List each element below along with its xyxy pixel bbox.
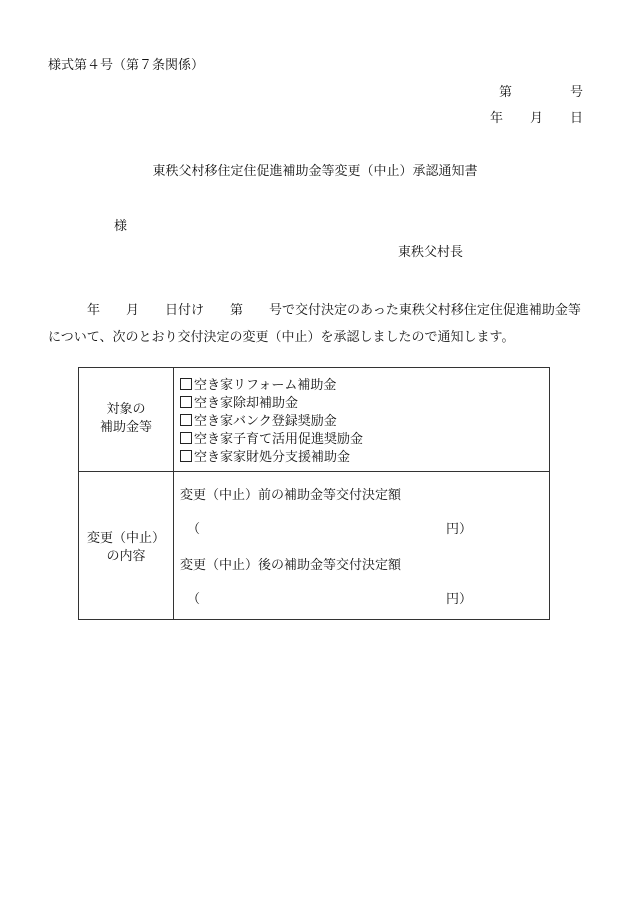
change-content-label-line2: の内容 [106,549,146,564]
subsidy-option-label: 空き家バンク登録奨励金 [194,414,337,429]
detail-table [78,367,550,620]
amount-before-label: 変更（中止）前の補助金等交付決定額 [180,488,402,503]
subsidy-option-label: 空き家子育て活用促進奨励金 [194,432,364,447]
checkbox-icon[interactable] [180,432,192,444]
subsidy-option[interactable] [180,377,363,395]
amount-after-label: 変更（中止）後の補助金等交付決定額 [180,558,402,573]
checkbox-icon[interactable] [180,450,192,462]
target-subsidy-label-line1: 対象の [106,402,146,417]
target-subsidy-label [79,401,173,437]
document-number-suffix: 号 [569,85,583,100]
date-year: 年 [489,111,503,126]
subsidy-option[interactable] [180,413,363,431]
recipient-honorific: 様 [114,219,128,234]
date-day: 日 [569,111,583,126]
subsidy-option-list [180,377,363,467]
change-content-label [79,530,173,566]
subsidy-option-label: 空き家リフォーム補助金 [194,378,337,393]
checkbox-icon[interactable] [180,378,192,390]
amount-after-open-paren: （ [187,592,201,607]
amount-before-yen: 円） [446,522,473,537]
body-paragraph: 年 月 日付け 第 号で交付決定のあった東秩父村移住定住促進補助金等について、次のとおり交付決定の変更（中止）を承認しましたので通知します。 [48,303,581,345]
subsidy-option[interactable] [180,395,363,413]
document-number [499,86,583,99]
amount-after-yen: 円） [446,592,473,607]
issuer-name: 東秩父村長 [398,245,464,260]
change-content-label-line1: 変更（中止） [86,531,165,546]
date-month: 月 [529,111,543,126]
subsidy-option[interactable] [180,431,363,449]
target-subsidy-label-line2: 補助金等 [99,420,152,435]
document-title: 東秩父村移住定住促進補助金等変更（中止）承認通知書 [152,164,478,179]
form-number-label: 様式第４号（第７条関係） [48,58,205,73]
document-number-prefix: 第 [498,85,512,100]
table-row-divider [79,471,549,472]
subsidy-option-label: 空き家除却補助金 [194,396,299,411]
document-date [490,112,583,125]
table-column-divider [173,368,174,619]
subsidy-option[interactable] [180,449,363,467]
subsidy-option-label: 空き家家財処分支援補助金 [194,450,351,465]
checkbox-icon[interactable] [180,396,192,408]
amount-before-open-paren: （ [187,522,201,537]
checkbox-icon[interactable] [180,414,192,426]
